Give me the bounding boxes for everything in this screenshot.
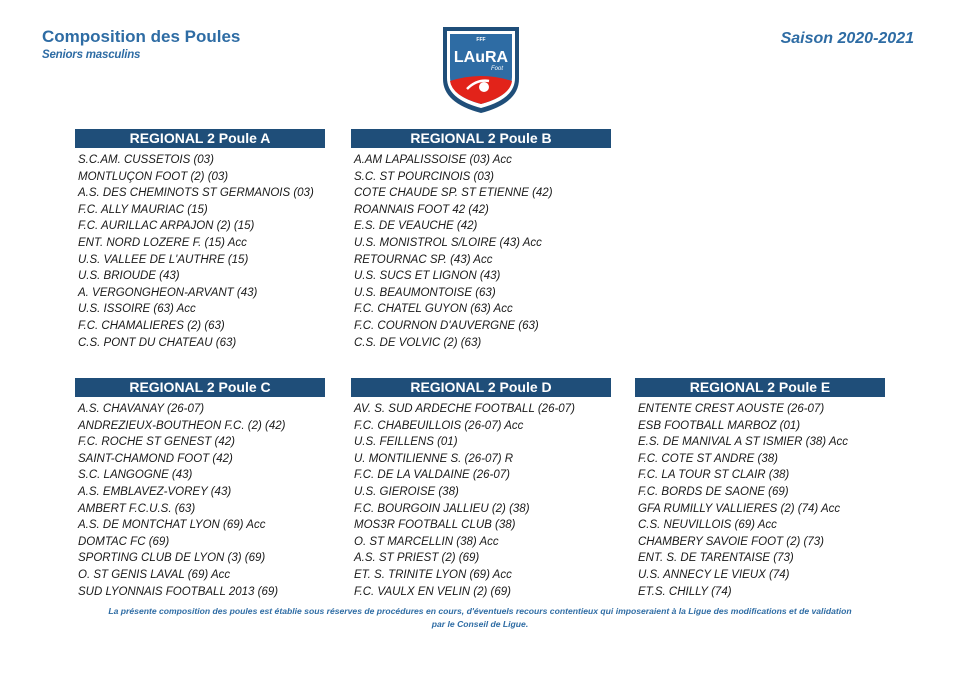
footer-line-1: La présente composition des poules est établie sous réserves de procédures en cours, d'éventuels recours contentieux qui imposeraient à la Ligue des modifications et de validation	[108, 606, 852, 616]
team-item: F.C. BORDS DE SAONE (69)	[638, 485, 789, 498]
pool-header: REGIONAL 2 Poule B	[351, 129, 611, 148]
team-item: AMBERT F.C.U.S. (63)	[78, 502, 196, 515]
team-item: U.S. BRIOUDE (43)	[78, 270, 180, 283]
team-item: C.S. NEUVILLOIS (69) Acc	[638, 519, 777, 532]
team-item: SUD LYONNAIS FOOTBALL 2013 (69)	[78, 585, 279, 598]
pool-header: REGIONAL 2 Poule A	[75, 129, 325, 148]
team-item: MONTLUÇON FOOT (2) (03)	[78, 170, 229, 183]
logo-fff: FFF	[476, 37, 486, 43]
pool-header: REGIONAL 2 Poule E	[635, 378, 885, 397]
team-list	[351, 152, 611, 351]
team-item: A.S. CHAVANAY (26-07)	[78, 403, 205, 415]
team-item: ANDREZIEUX-BOUTHEON F.C. (2) (42)	[78, 419, 286, 432]
laura-foot-shield-icon	[437, 23, 525, 115]
team-item: U. MONTILIENNE S. (26-07) R	[354, 452, 514, 465]
pool-header: REGIONAL 2 Poule D	[351, 378, 611, 397]
team-item: ROANNAIS FOOT 42 (42)	[354, 203, 489, 216]
team-item: E.S. DE VEAUCHE (42)	[354, 220, 478, 233]
team-item: F.C. CHAMALIERES (2) (63)	[78, 319, 225, 332]
team-item: U.S. SUCS ET LIGNON (43)	[354, 270, 501, 283]
team-item: DOMTAC FC (69)	[78, 535, 170, 548]
pool-header: REGIONAL 2 Poule C	[75, 378, 325, 397]
team-item: ET. S. TRINITE LYON (69) Acc	[354, 568, 512, 581]
footer-line-2: par le Conseil de Ligue.	[431, 619, 529, 629]
team-item: ET.S. CHILLY (74)	[638, 585, 732, 598]
team-item: C.S. PONT DU CHATEAU (63)	[78, 336, 237, 349]
team-item: O. ST GENIS LAVAL (69) Acc	[78, 568, 231, 581]
team-list	[75, 152, 325, 351]
page-subtitle: Seniors masculins	[42, 49, 141, 61]
team-item: U.S. ANNECY LE VIEUX (74)	[638, 568, 790, 581]
team-item: E.S. DE MANIVAL A ST ISMIER (38) Acc	[638, 436, 849, 449]
logo-sub: Foot	[490, 66, 504, 72]
team-list	[635, 401, 885, 600]
team-item: F.C. COTE ST ANDRE (38)	[638, 452, 778, 465]
team-item: F.C. DE LA VALDAINE (26-07)	[354, 469, 510, 482]
team-item: A. VERGONGHEON-ARVANT (43)	[78, 286, 258, 299]
team-item: F.C. AURILLAC ARPAJON (2) (15)	[78, 220, 255, 233]
team-item: F.C. BOURGOIN JALLIEU (2) (38)	[354, 502, 530, 515]
team-item: SAINT-CHAMOND FOOT (42)	[78, 452, 233, 465]
season-label: Saison 2020-2021	[780, 30, 914, 47]
team-item: ENT. NORD LOZERE F. (15) Acc	[78, 236, 247, 249]
pool-c	[75, 378, 325, 600]
team-item: COTE CHAUDE SP. ST ETIENNE (42)	[354, 187, 553, 200]
team-item: F.C. ROCHE ST GENEST (42)	[78, 436, 235, 449]
team-item: MOS3R FOOTBALL CLUB (38)	[354, 519, 516, 532]
team-item: U.S. GIEROISE (38)	[354, 485, 459, 498]
logo-text: LAuRA	[453, 49, 509, 66]
team-item: F.C. CHATEL GUYON (63) Acc	[354, 303, 513, 316]
team-item: U.S. ISSOIRE (63) Acc	[78, 303, 196, 316]
team-item: O. ST MARCELLIN (38) Acc	[354, 535, 499, 548]
team-item: A.AM LAPALISSOISE (03) Acc	[354, 154, 512, 166]
team-item: F.C. ALLY MAURIAC (15)	[78, 203, 208, 216]
team-item: F.C. LA TOUR ST CLAIR (38)	[638, 469, 790, 482]
team-item: ENT. S. DE TARENTAISE (73)	[638, 552, 794, 565]
pool-b	[351, 129, 611, 351]
team-item: U.S. VALLEE DE L'AUTHRE (15)	[78, 253, 249, 266]
team-item: U.S. FEILLENS (01)	[354, 436, 458, 449]
team-item: F.C. VAULX EN VELIN (2) (69)	[354, 585, 512, 598]
team-item: C.S. DE VOLVIC (2) (63)	[354, 336, 482, 349]
team-item: F.C. COURNON D'AUVERGNE (63)	[354, 319, 539, 332]
team-item: RETOURNAC SP. (43) Acc	[354, 253, 493, 266]
team-item: A.S. DES CHEMINOTS ST GERMANOIS (03)	[78, 187, 314, 200]
team-list	[75, 401, 325, 600]
pool-e	[635, 378, 885, 600]
team-item: S.C.AM. CUSSETOIS (03)	[78, 154, 214, 166]
team-item: CHAMBERY SAVOIE FOOT (2) (73)	[638, 535, 824, 548]
team-item: S.C. ST POURCINOIS (03)	[354, 170, 494, 183]
team-item: ENTENTE CREST AOUSTE (26-07)	[638, 403, 825, 415]
team-item: U.S. MONISTROL S/LOIRE (43) Acc	[354, 236, 542, 249]
team-item: A.S. ST PRIEST (2) (69)	[354, 552, 480, 565]
team-item: U.S. BEAUMONTOISE (63)	[354, 286, 496, 299]
team-item: ESB FOOTBALL MARBOZ (01)	[638, 419, 801, 432]
team-item: AV. S. SUD ARDECHE FOOTBALL (26-07)	[354, 403, 575, 415]
team-item: F.C. CHABEUILLOIS (26-07) Acc	[354, 419, 524, 432]
laura-foot-logo	[437, 23, 525, 115]
team-item: A.S. DE MONTCHAT LYON (69) Acc	[78, 519, 266, 532]
team-item: S.C. LANGOGNE (43)	[78, 469, 193, 482]
page-title: Composition des Poules	[42, 27, 241, 46]
team-list	[351, 401, 611, 600]
team-item: GFA RUMILLY VALLIERES (2) (74) Acc	[638, 502, 841, 515]
pool-a	[75, 129, 325, 351]
team-item: A.S. EMBLAVEZ-VOREY (43)	[78, 485, 232, 498]
footer-disclaimer	[40, 605, 920, 631]
pool-d	[351, 378, 611, 600]
team-item: SPORTING CLUB DE LYON (3) (69)	[78, 552, 266, 565]
